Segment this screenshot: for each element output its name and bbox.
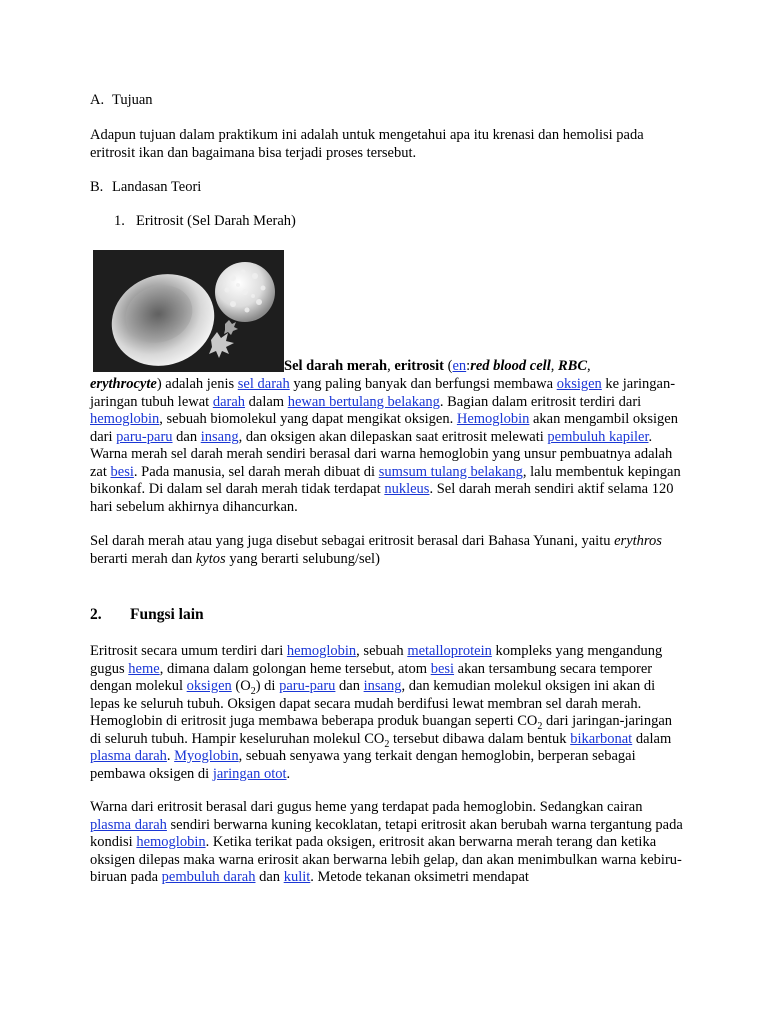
link-insang-2[interactable]: insang [363,678,402,694]
link-en[interactable]: en [452,358,467,374]
link-hemoglobin-3[interactable]: hemoglobin [286,643,357,659]
link-kulit[interactable]: kulit [283,869,311,885]
subsection-1-label: Eritrosit (Sel Darah Merah) [136,213,296,229]
subsection-1-heading [114,213,296,231]
link-nukleus[interactable]: nukleus [384,481,430,497]
blood-cell-micrograph-image [93,250,284,372]
link-darah[interactable]: darah [212,393,246,410]
term-erythros: erythros [614,533,662,549]
link-myoglobin[interactable]: Myoglobin [174,748,239,764]
link-oksigen[interactable]: oksigen [556,376,602,392]
link-bikarbonat[interactable]: bikarbonat [570,730,633,747]
link-insang[interactable]: insang [200,428,239,445]
link-plasma-darah[interactable]: plasma darah [90,748,167,764]
section-b-label: Landasan Teori [112,179,202,195]
term-rbc: RBC [558,358,588,374]
tujuan-paragraph: Adapun tujuan dalam praktikum ini adalah untuk mengetahui apa itu krenasi dan hemolisi pada eritrosit ikan dan bagaimana bisa terjadi proses tersebut. [90,127,644,161]
term-red-blood-cell: red blood cell [470,358,551,374]
link-plasma-darah-2[interactable]: plasma darah [90,816,167,833]
link-paru-paru[interactable]: paru-paru [116,428,173,445]
link-paru-paru-2[interactable]: paru-paru [279,678,336,694]
subsection-2-heading [90,606,204,624]
term-sel-darah-merah: Sel darah merah [284,358,388,374]
section-b-number: B. [90,179,104,195]
link-oksigen-2[interactable]: oksigen [186,678,232,694]
link-hemoglobin-2[interactable]: Hemoglobin [456,411,530,427]
etymology-paragraph: Sel darah merah atau yang juga disebut sebagai eritrosit berasal dari Bahasa Yunani, yaitu erythros berarti merah dan kytos yang berarti selubung/sel) [90,533,662,567]
link-besi[interactable]: besi [110,463,134,480]
link-jaringan-otot[interactable]: jaringan otot [212,765,287,782]
link-hemoglobin[interactable]: hemoglobin [90,411,160,427]
rbc-intro-line: Sel darah merah, eritrosit (en:red blood cell, RBC, [284,358,591,374]
term-erythrocyte: erythrocyte [90,376,157,392]
section-a-label: Tujuan [112,92,153,108]
term-kytos: kytos [195,550,226,567]
link-hewan-bertulang-belakang[interactable]: hewan bertulang belakang [287,393,440,410]
section-a-number: A. [90,92,105,108]
link-sumsum-tulang-belakang[interactable]: sumsum tulang belakang [378,463,523,480]
subsection-1-number: 1. [114,213,125,229]
warna-paragraph: Warna dari eritrosit berasal dari gugus heme yang terdapat pada hemoglobin. Sedangkan cairan plasma darah sendiri berwarna kuning kecoklatan, tetapi eritrosit akan berubah warna tergantung pada kondisi hemoglobin. Ketika terikat pada oksigen, eritrosit akan berwarna merah terang dan ketika oksigen dilepas maka warna erirosit akan berwarna lebih gelap, dan akan menimbulkan warna kebiru-biruan pada pembuluh darah dan kulit. Metode tekanan oksimetri mendapat [90,799,683,885]
link-hemoglobin-4[interactable]: hemoglobin [136,834,206,850]
rbc-description-paragraph: erythrocyte) adalah jenis sel darah yang paling banyak dan berfungsi membawa oksigen ke jaringan-jaringan tubuh lewat darah dalam hewan bertulang belakang. Bagian dalam eritrosit terdiri dari hemoglobin, sebuah biomolekul yang dapat mengikat oksigen. Hemoglobin akan mengambil oksigen dari paru-paru dan insang, dan oksigen akan dilepaskan saat eritrosit melewati pembuluh kapiler. Warna merah sel darah merah sendiri berasal dari warna hemoglobin yang unsur pembuatnya adalah zat besi. Pada manusia, sel darah merah dibuat di sumsum tulang belakang, lalu membentuk kepingan bikonkaf. Di dalam sel darah merah tidak terdapat nukleus. Sel darah merah sendiri aktif selama 120 hari sebelum akhirnya dihancurkan. [90,376,681,515]
section-b-heading [90,179,201,197]
link-pembuluh-kapiler[interactable]: pembuluh kapiler [547,428,649,445]
link-heme[interactable]: heme [128,660,160,677]
fungsi-paragraph: Eritrosit secara umum terdiri dari hemoglobin, sebuah metalloprotein kompleks yang mengandung gugus heme, dimana dalam golongan heme tersebut, atom besi akan tersambung secara temporer dengan molekul oksigen $(O_2)$ di paru-paru dan insang, dan kemudian molekul oksigen ini akan di lepas ke seluruh tubuh. Oksigen dapat secara mudah berdifusi lewat membran sel darah merah. Hemoglobin di eritrosit juga membawa beberapa produk buangan seperti $CO_2$ dari jaringan-jaringan di seluruh tubuh. Hampir keseluruhan molekul $CO_2$ tersebut dibawa dalam bentuk bikarbonat dalam plasma darah. Myoglobin, sebuah senyawa yang terkait dengan hemoglobin, berperan sebagai pembawa oksigen di jaringan otot. [90,643,673,782]
blood-cell-icon [93,250,284,372]
section-a-heading [90,92,153,110]
subsection-2-number: 2. [90,606,102,623]
subsection-2-label: Fungsi lain [130,606,204,623]
link-besi-2[interactable]: besi [430,660,455,677]
link-sel-darah[interactable]: sel darah [237,376,290,392]
link-pembuluh-darah[interactable]: pembuluh darah [161,869,256,885]
term-eritrosit: eritrosit [394,358,445,374]
link-metalloprotein[interactable]: metalloprotein [407,643,492,659]
